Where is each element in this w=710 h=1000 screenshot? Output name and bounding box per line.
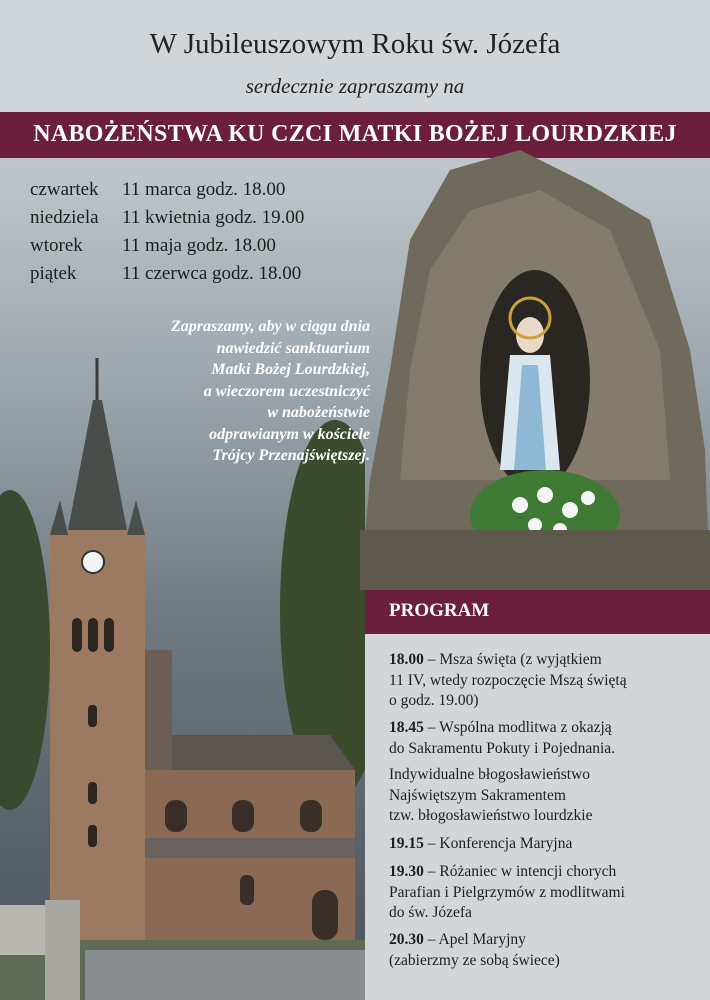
invite-line: Zapraszamy, aby w ciągu dnia <box>171 318 370 335</box>
program-line: – Różaniec w intencji chorych <box>427 863 617 880</box>
date-when: 11 maja godz. 18.00 <box>122 235 276 256</box>
program-item <box>389 862 704 924</box>
program-time: 19.30 <box>389 863 424 880</box>
program-line: – Wspólna modlitwa z okazją <box>427 719 612 736</box>
program-line: Najświętszym Sakramentem <box>389 786 566 804</box>
program-line: o godz. 19.00) <box>389 692 479 709</box>
invite-line: odprawianym w kościele <box>209 425 370 443</box>
date-when: 11 kwietnia godz. 19.00 <box>122 207 305 228</box>
program-item <box>389 718 704 759</box>
invite-line: a wieczorem uczestniczyć <box>203 382 370 400</box>
banner-text: NABOŻEŃSTWA KU CZCI MATKI BOŻEJ LOURDZKIEJ <box>33 121 677 147</box>
date-day: czwartek <box>30 179 99 200</box>
program-line: (zabierzmy ze sobą świece) <box>389 951 560 969</box>
invitation-text <box>100 316 370 467</box>
invite-line: Matki Bożej Lourdzkiej, <box>211 361 370 378</box>
program-heading-bar <box>365 590 710 634</box>
date-row <box>30 260 304 288</box>
program-line: – Apel Maryjny <box>427 931 526 948</box>
program-line: – Konferencja Maryjna <box>427 835 573 852</box>
program-time: 20.30 <box>389 931 424 948</box>
date-row <box>30 204 304 232</box>
date-when: 11 marca godz. 18.00 <box>122 179 286 200</box>
program-line: tzw. błogosławieństwo lourdzkie <box>389 807 593 824</box>
invite-line: nawiedzić sanktuarium <box>216 339 370 357</box>
program-panel <box>365 634 710 1000</box>
date-row <box>30 176 304 204</box>
date-day: piątek <box>30 263 77 284</box>
invite-line: w nabożeństwie <box>267 404 370 421</box>
date-day: niedziela <box>30 207 99 228</box>
program-item <box>389 930 704 971</box>
program-time: 18.45 <box>389 719 424 736</box>
program-line: do Sakramentu Pokuty i Pojednania. <box>389 739 616 757</box>
program-line: Indywidualne błogosławieństwo <box>389 766 591 783</box>
program-line: Parafian i Pielgrzymów z modlitwami <box>389 883 625 901</box>
program-time: 18.00 <box>389 651 424 668</box>
date-day: wtorek <box>30 235 83 256</box>
page-title: W Jubileuszowym Roku św. Józefa <box>149 28 561 60</box>
grotto-illustration <box>360 150 710 590</box>
program-item <box>389 834 704 855</box>
program-heading: PROGRAM <box>389 600 490 621</box>
invite-line: Trójcy Przenajświętszej. <box>212 447 370 464</box>
date-when: 11 czerwca godz. 18.00 <box>122 263 302 284</box>
program-time: 19.15 <box>389 835 424 852</box>
dates-list <box>30 176 304 288</box>
program-line: – Msza święta (z wyjątkiem <box>427 651 602 668</box>
date-row <box>30 232 304 260</box>
program-line: do św. Józefa <box>389 904 472 921</box>
program-item <box>389 765 704 827</box>
program-line: 11 IV, wtedy rozpoczęcie Mszą świętą <box>389 671 627 689</box>
program-item <box>389 650 704 712</box>
page-subtitle: serdecznie zapraszamy na <box>245 74 465 98</box>
